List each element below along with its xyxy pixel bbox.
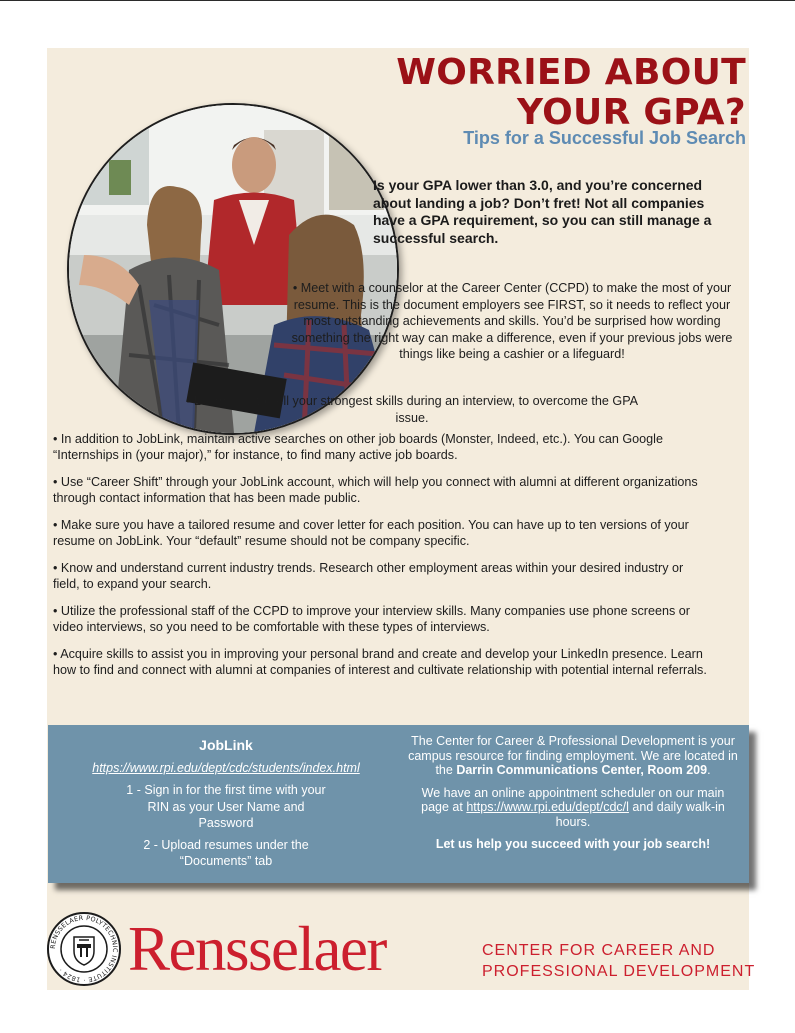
lead-paragraph: Is your GPA lower than 3.0, and you’re concerned about landing a job? Don’t fret! Not all companies have a GPA requirement, so you can still manage a successful search. xyxy=(373,177,712,246)
ccpd-department-name xyxy=(482,940,755,982)
page-title xyxy=(326,53,746,133)
tip-interview: • Learn how to sell your strongest skills during an interview, to overcome the GPA issue. xyxy=(185,394,639,425)
dept-line-2: PROFESSIONAL DEVELOPMENT xyxy=(482,963,756,980)
ccpd-location: Darrin Communications Center, Room 209 xyxy=(456,763,708,777)
joblink-step-2: 2 - Upload resumes under the “Documents” tab xyxy=(143,837,309,868)
tip-industry-trends: • Know and understand current industry trends. Research other employment areas within your desired industry or field, to expand your search. xyxy=(53,560,684,591)
info-box xyxy=(48,725,749,883)
ccpd-panel xyxy=(408,734,738,860)
tip-counselor: • Meet with a counselor at the Career Center (CCPD) to make the most of your resume. This is the document employers see FIRST, so it needs to reflect your most outstanding achievements and skills. You’d be surprised how wording something the right way can make a difference, even if your previous jobs were things like being a cashier or a lifeguard! xyxy=(291,281,733,361)
tip-career-shift: • Use “Career Shift” through your JobLink account, which will help you connect with alumni at different organizations through contact information that has been made public. xyxy=(53,474,698,506)
tip-tailored-resume: • Make sure you have a tailored resume and cover letter for each position. You can have up to ten versions of your resume on JobLink. Your “default” resume should not be company specific. xyxy=(53,517,689,549)
ccpd-cta: Let us help you succeed with your job search! xyxy=(435,837,711,851)
rensselaer-wordmark: Rensselaer xyxy=(128,914,386,984)
rpi-seal-logo xyxy=(46,911,122,987)
title-line-2: YOUR GPA? xyxy=(517,92,746,133)
ccpd-scheduler xyxy=(408,786,738,830)
joblink-heading: JobLink xyxy=(199,737,253,753)
ccpd-scheduler-link[interactable]: https://www.rpi.edu/dept/cdc/l xyxy=(466,800,629,814)
joblink-panel xyxy=(48,735,404,870)
ccpd-scheduler-text: We have an online appointment scheduler on our main page at xyxy=(421,785,725,814)
ccpd-intro-text: The Center for Career & Professional Development is your campus resource for finding employment. We are located in the xyxy=(408,734,738,777)
tip-linkedin: • Acquire skills to assist you in improving your personal brand and create and develop your LinkedIn presence. Learn how to find and connect with alumni at companies of interest and cultivate relationship with potential internal referrals. xyxy=(53,646,707,677)
page-subtitle: Tips for a Successful Job Search xyxy=(463,128,746,148)
top-rule xyxy=(0,0,795,1)
seal-text: RENSSELAER POLYTECHNIC INSTITUTE · 1824 · xyxy=(48,913,120,985)
ccpd-scheduler-end: and daily walk-in hours. xyxy=(555,800,725,829)
tip-interview-skills: • Utilize the professional staff of the CCPD to improve your interview skills. Many companies use phone screens or video interviews, so you need to be comfortable with these types of interviews. xyxy=(53,603,690,634)
dept-line-1: CENTER FOR CAREER AND xyxy=(482,942,716,959)
ccpd-intro xyxy=(408,734,738,778)
title-line-1: WORRIED ABOUT xyxy=(396,52,746,93)
joblink-step-1: 1 - Sign in for the first time with your RIN as your User Name and Password xyxy=(126,783,326,830)
tip-job-boards: • In addition to JobLink, maintain active searches on other job boards (Monster, Indeed, etc.). You can Google “Internships in (your major),” for instance, to find many active job boards. xyxy=(53,432,663,463)
tips-list xyxy=(53,431,713,688)
students-meeting-photo xyxy=(67,103,399,435)
joblink-url-link[interactable]: https://www.rpi.edu/dept/cdc/students/index.html xyxy=(92,761,360,775)
ccpd-location-end: . xyxy=(707,763,711,777)
